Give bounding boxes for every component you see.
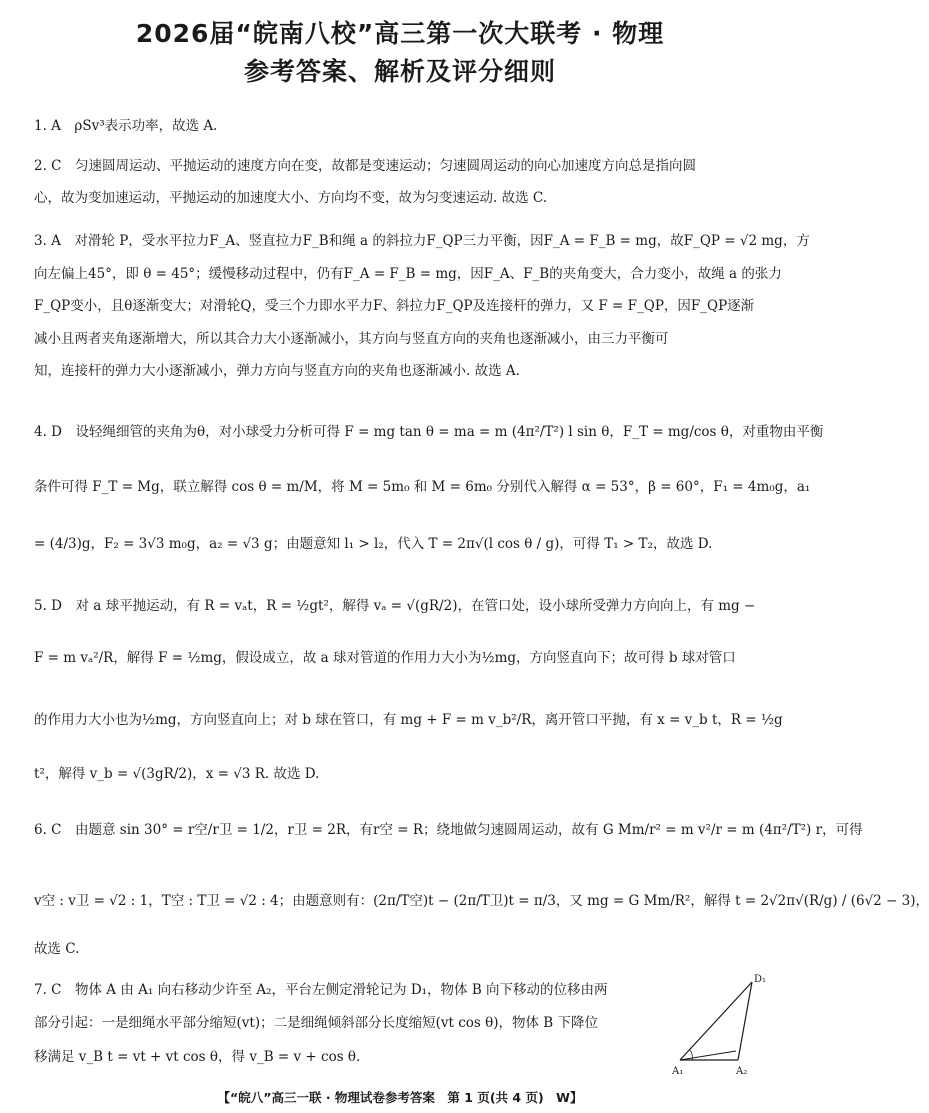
answer-4-line-2: 条件可得 F_T = Mg，联立解得 cos θ = m/M，将 M = 5m₀ 和 M = 6m₀ 分别代入解得 α = 53°，β = 60°，F₁ = 4m₀g，a₁ — [34, 479, 811, 495]
answer-6-line-1: 6. C 由题意 sin 30° = r空/r卫 = 1/2，r卫 = 2R，有r空 = R；绕地做匀速圆周运动，故有 G Mm/r² = m v²/r = m (4π²/T²) r，可得 — [34, 822, 863, 838]
answer-6-line-3: 故选 C. — [34, 941, 80, 957]
answer-5-line-3: 的作用力大小也为½mg，方向竖直向上；对 b 球在管口，有 mg + F = m v_b²/R，离开管口平抛，有 x = v_b t，R = ½g — [34, 712, 783, 728]
label-a2: A₂ — [736, 1066, 748, 1077]
answer-6-line-2: v空 : v卫 = √2 : 1，T空 : T卫 = √2 : 4；由题意则有：(2π/T空)t − (2π/T卫)t = π/3，又 mg = G Mm/R²，解得 t = 2√2π√(R/g) / (6√2 − 3)， — [34, 893, 929, 909]
answer-5-line-4: t²，解得 v_b = √(3gR/2)，x = √3 R. 故选 D. — [34, 766, 320, 782]
answer-5-line-2: F = m vₐ²/R，解得 F = ½mg，假设成立，故 a 球对管道的作用力大小为½mg，方向竖直向下；故可得 b 球对管口 — [34, 650, 736, 666]
page-title: 2026届“皖南八校”高三第一次大联考 · 物理 — [135, 19, 665, 48]
label-a1: A₁ — [672, 1066, 684, 1077]
answer-3-line-1: 3. A 对滑轮 P，受水平拉力F_A、竖直拉力F_B和绳 a 的斜拉力F_QP三力平衡，因F_A = F_B = mg，故F_QP = √2 mg，方 — [34, 233, 810, 249]
page-subtitle: 参考答案、解析及评分细则 — [243, 57, 556, 86]
answer-3-line-2: 向左偏上45°，即 θ = 45°；缓慢移动过程中，仍有F_A = F_B = mg，因F_A、F_B的夹角变大，合力变小，故绳 a 的张力 — [34, 266, 782, 282]
answer-7-line-2: 部分引起：一是细绳水平部分缩短(vt)；二是细绳倾斜部分长度缩短(vt cos θ)，物体 B 下降位 — [34, 1015, 598, 1031]
answer-4-line-3: = (4/3)g，F₂ = 3√3 m₀g，a₂ = √3 g；由题意知 l₁ > l₂，代入 T = 2π√(l cos θ / g)，可得 T₁ > T₂，故选 D. — [34, 536, 713, 552]
answer-3-line-3: F_QP变小，且θ逐渐变大；对滑轮Q，受三个力即水平力F、斜拉力F_QP及连接杆的弹力，又 F = F_QP，因F_QP逐渐 — [34, 298, 755, 314]
answer-4-line-1: 4. D 设轻绳细管的夹角为θ，对小球受力分析可得 F = mg tan θ = ma = m (4π²/T²) l sin θ，F_T = mg/cos θ，对重物由平衡 — [34, 424, 824, 440]
answer-3-line-4: 减小且两者夹角逐渐增大，所以其合力大小逐渐减小，其方向与竖直方向的夹角也逐渐减小，由三力平衡可 — [34, 331, 669, 347]
page-footer: 【“皖八”高三一联 · 物理试卷参考答案 第 1 页(共 4 页) W】 — [217, 1090, 583, 1105]
answer-7-line-1: 7. C 物体 A 由 A₁ 向右移动少许至 A₂，平台左侧定滑轮记为 D₁，物体 B 向下移动的位移由两 — [34, 982, 608, 998]
label-d1: D₁ — [754, 974, 767, 985]
answer-5-line-1: 5. D 对 a 球平抛运动，有 R = vₐt，R = ½gt²，解得 vₐ = √(gR/2)，在管口处，设小球所受弹力方向向上，有 mg − — [34, 598, 756, 614]
answer-3-line-5: 知，连接杆的弹力大小逐渐减小，弹力方向与竖直方向的夹角也逐渐减小. 故选 A. — [34, 363, 520, 379]
answer-2-line-2: 心，故为变加速运动，平抛运动的加速度大小、方向均不变，故为匀变速运动. 故选 C. — [34, 190, 548, 206]
projection-line — [680, 1051, 736, 1060]
answer-1-line-1: 1. A ρSv³表示功率，故选 A. — [34, 118, 218, 134]
answer-2-line-1: 2. C 匀速圆周运动、平抛运动的速度方向在变，故都是变速运动；匀速圆周运动的向心加速度方向总是指向圆 — [34, 158, 696, 174]
pulley-diagram — [668, 972, 778, 1080]
rope-a1-d1 — [680, 982, 752, 1060]
rope-a2-d1 — [738, 982, 752, 1060]
answer-7-line-3: 移满足 v_B t = vt + vt cos θ，得 v_B = v + cos θ. — [34, 1049, 361, 1065]
